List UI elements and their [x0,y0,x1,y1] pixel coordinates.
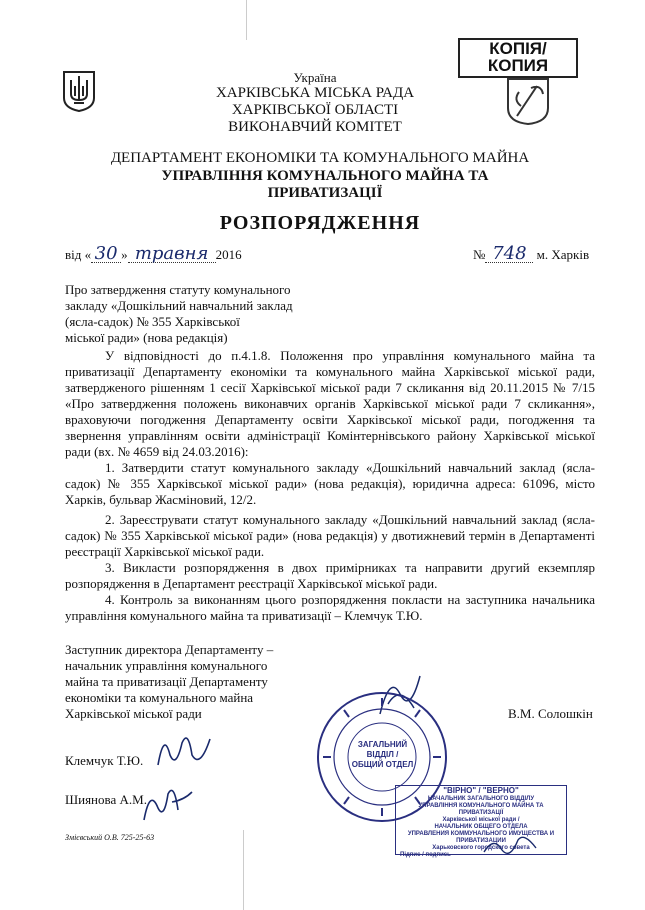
stamp-line3: УПРАВЛІННЯ КОМУНАЛЬНОГО МАЙНА ТА ПРИВАТИЗАЦІЇ [418,803,544,816]
approval-second: Шиянова А.М. [65,792,147,807]
order-item: 1. Затвердити статут комунального закладу «Дошкільний навчальний заклад (ясла-садок) № 355 Харківської міської ради» (нова редакція), юридична адреса: 61096, місто Харків, бульвар Жасміновий, 12/2. [65,460,595,507]
header-country: Україна [293,70,337,85]
date-year: 2016 [215,247,242,262]
date-day: 30 [91,246,121,263]
header-directorate-line2: ПРИВАТИЗАЦІЇ [267,185,383,201]
order-item: 2. Зареєструвати статут комунального закладу «Дошкільний навчальний заклад (ясла-садок) № 355 Харківської міської ради» (нова редакція) у двотижневий термін в Департаменті реєстрації Харківської міської ради. [65,512,595,559]
round-seal-center2: ВІДДІЛ / [366,750,399,759]
document-title: РОЗПОРЯДЖЕННЯ [219,212,421,234]
date-mid: » [121,247,128,262]
signatory-position-line: Харківської міської ради [65,706,202,721]
stamp-line5: НАЧАЛЬНИК ОБЩЕГО ОТДЕЛА [434,824,528,830]
stamp-line7: Харьковского городского совета [432,845,530,851]
header-department: ДЕПАРТАМЕНТ ЕКОНОМІКИ ТА КОМУНАЛЬНОГО МАЙНА [110,150,530,166]
signatory-position-line: Заступник директора Департаменту – [65,642,274,657]
header-committee: ВИКОНАВЧИЙ КОМІТЕТ [228,119,402,135]
approval-first-signature [150,725,220,775]
signatory-position [65,642,325,722]
approval-first: Клемчук Т.Ю. [65,753,144,768]
subject-line: Про затвердження статуту комунального [65,282,291,297]
order-items [65,460,595,624]
scan-line [246,0,247,40]
copy-stamp-line1: КОПІЯ/ [489,39,547,58]
city: м. Харків [536,247,590,262]
stamp-line4: Харківської міської ради / [442,817,520,823]
city-emblem-icon [505,76,551,126]
copy-stamp-line2: КОПИЯ [487,56,549,75]
header-region: ХАРКІВСЬКОЇ ОБЛАСТІ [231,102,399,118]
subject-line: міської ради» (нова редакція) [65,330,228,345]
order-item: 4. Контроль за виконанням цього розпорядження покласти на заступника начальника управління комунального майна та приватизації – Клемчук Т.Ю. [65,592,595,623]
subject-line: закладу «Дошкільний навчальний заклад [65,298,293,313]
signatory-position-line: майна та приватизації Департаменту [65,674,268,689]
stamp-line8: Підпис / подпись [400,852,451,858]
approval-second-signature [138,780,198,828]
stamp-line1: "ВІРНО" / "ВЕРНО" [443,786,519,795]
date-month: травня [128,246,216,263]
signatory-name: В.М. Солошкін [508,706,593,721]
subject-line: (ясла-садок) № 355 Харківської [65,314,240,329]
signatory-position-line: начальник управління комунального [65,658,268,673]
scan-line [243,830,244,910]
date-prefix: від « [65,247,92,262]
document-number: 748 [485,246,533,263]
stamp-signature [480,830,540,860]
round-seal-center3: ОБЩИЙ ОТДЕЛ [351,760,414,769]
number-prefix: № [473,247,486,262]
header-council: ХАРКІВСЬКА МІСЬКА РАДА [215,85,415,101]
round-seal-center1: ЗАГАЛЬНИЙ [357,740,408,749]
preamble: У відповідності до п.4.1.8. Положення про управління комунального майна та приватизації Департаменту економіки та комунального майна Харківської міської ради, затвердженого рішенням 1 сесії Харківської міської ради 7 скликання від 20.11.2015 № 7/15 «Про затвердження положень виконавчих органів Харківської міської ради 7 скликання», враховуючи погодження Департаменту освіти Харківської міської ради, погодження та звернення управлінням освіти адміністрації Комінтернівського району Харківської міської ради (вх. № 4659 від 24.03.2016): [65,348,595,459]
signatory-position-line: економіки та комунального майна [65,690,254,705]
dateline [65,243,600,268]
executor-info: Змієвський О.В. 725-25-63 [65,833,155,842]
subject [65,282,325,346]
coat-of-arms-icon [62,70,96,112]
order-item: 3. Викласти розпорядження в двох примірниках та направити другий екземпляр розпорядження в Департамент реєстрації Харківської міської ради. [65,560,595,591]
stamp-line2: НАЧАЛЬНИК ЗАГАЛЬНОГО ВІДДІЛУ [427,796,535,802]
stamp-line6: УПРАВЛЕНИЯ КОММУНАЛЬНОГО ИМУЩЕСТВА И ПРИВАТИЗАЦИИ [407,831,555,844]
header-directorate-line1: УПРАВЛІННЯ КОМУНАЛЬНОГО МАЙНА ТА [161,168,489,184]
